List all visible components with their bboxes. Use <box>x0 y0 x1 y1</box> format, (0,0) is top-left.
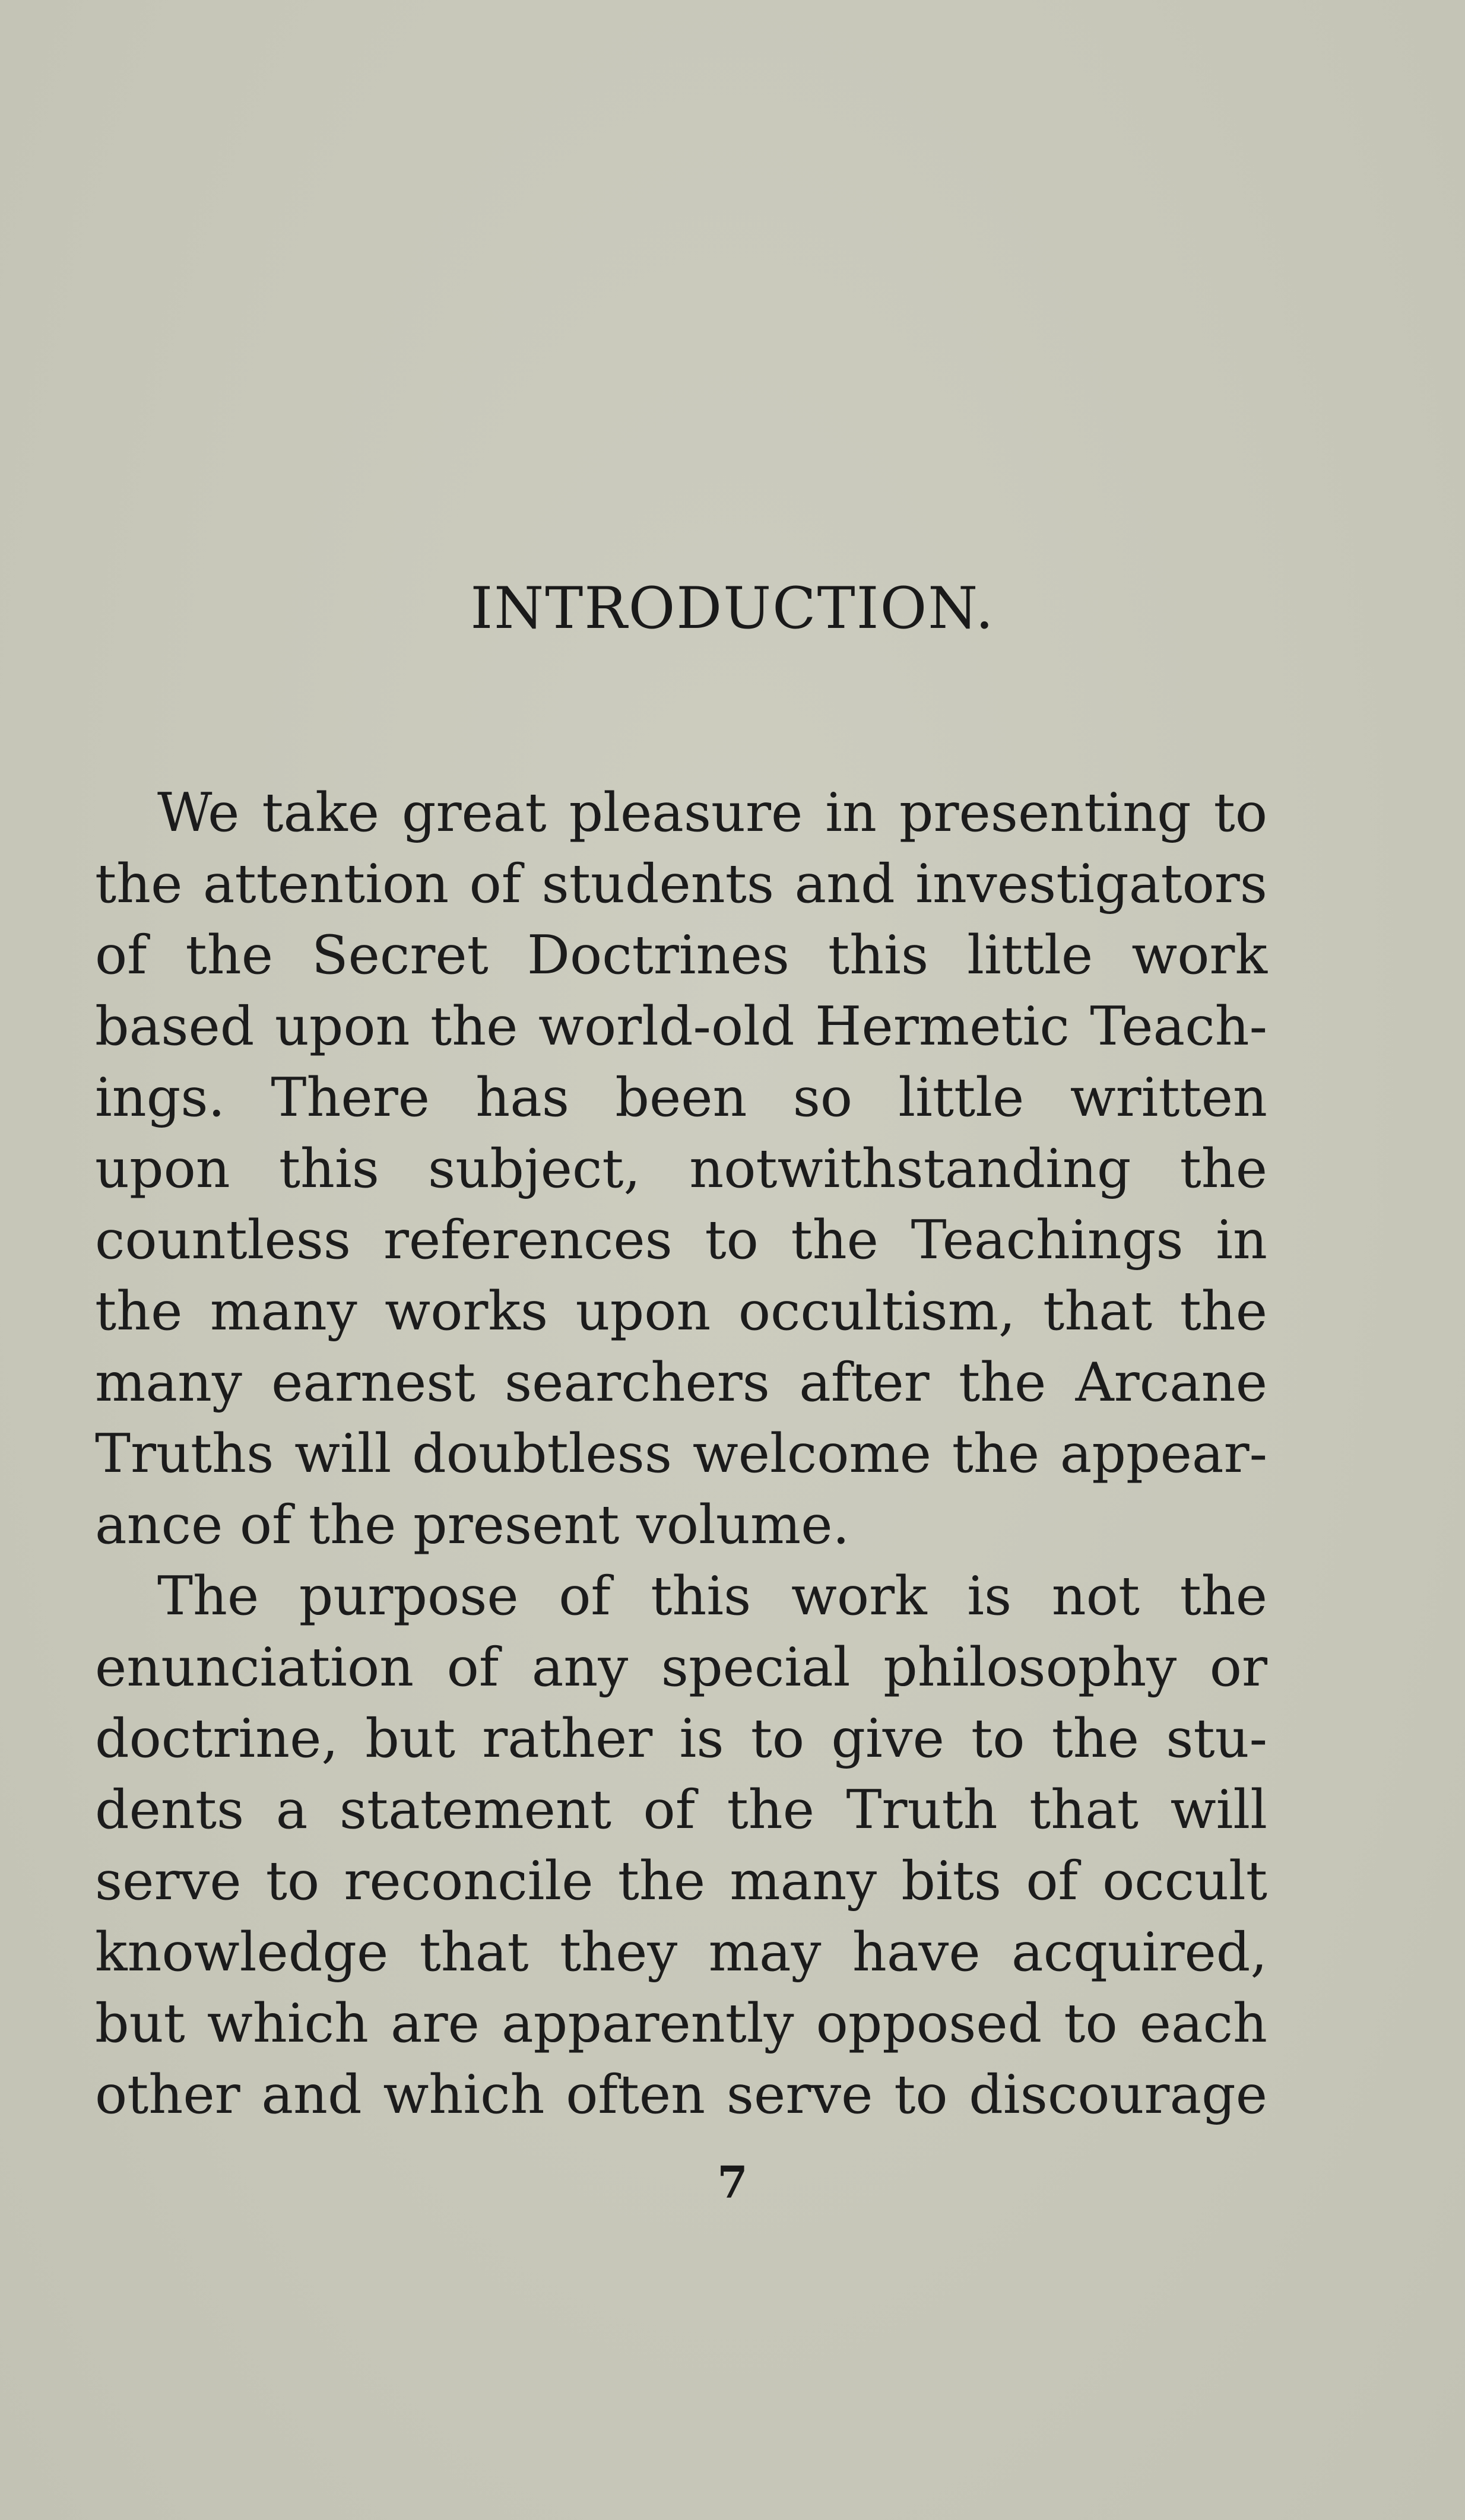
text-line: serve to reconcile the many bits of occult <box>95 1850 1267 1912</box>
text-line: many earnest searchers after the Arcane <box>95 1351 1267 1414</box>
page-number: 7 <box>717 2157 748 2208</box>
text-line: Truths will doubtless welcome the appear- <box>95 1423 1267 1485</box>
text-line: enunciation of any special philosophy or <box>95 1636 1267 1699</box>
text-line: ings. There has been so little written <box>95 1067 1267 1129</box>
text-line: doctrine, but rather is to give to the stu- <box>95 1707 1267 1770</box>
text-line: of the Secret Doctrines this little work <box>95 924 1267 986</box>
text-line: the many works upon occultism, that the <box>95 1280 1267 1342</box>
text-line: knowledge that they may have acquired, <box>95 1921 1267 1983</box>
page-title: INTRODUCTION. <box>470 575 995 642</box>
text-line: ance of the present volume. <box>95 1494 850 1556</box>
text-line: The purpose of this work is not the <box>157 1565 1267 1627</box>
text-line: We take great pleasure in presenting to <box>157 782 1267 844</box>
text-line: based upon the world-old Hermetic Teach- <box>95 995 1267 1058</box>
text-line: the attention of students and investigators <box>95 853 1267 915</box>
text-line: countless references to the Teachings in <box>95 1209 1267 1271</box>
text-line: upon this subject, notwithstanding the <box>95 1138 1267 1200</box>
text-line: other and which often serve to discourage <box>95 2064 1267 2126</box>
text-line: dents a statement of the Truth that will <box>95 1779 1267 1841</box>
text-line: but which are apparently opposed to each <box>95 1992 1267 2055</box>
